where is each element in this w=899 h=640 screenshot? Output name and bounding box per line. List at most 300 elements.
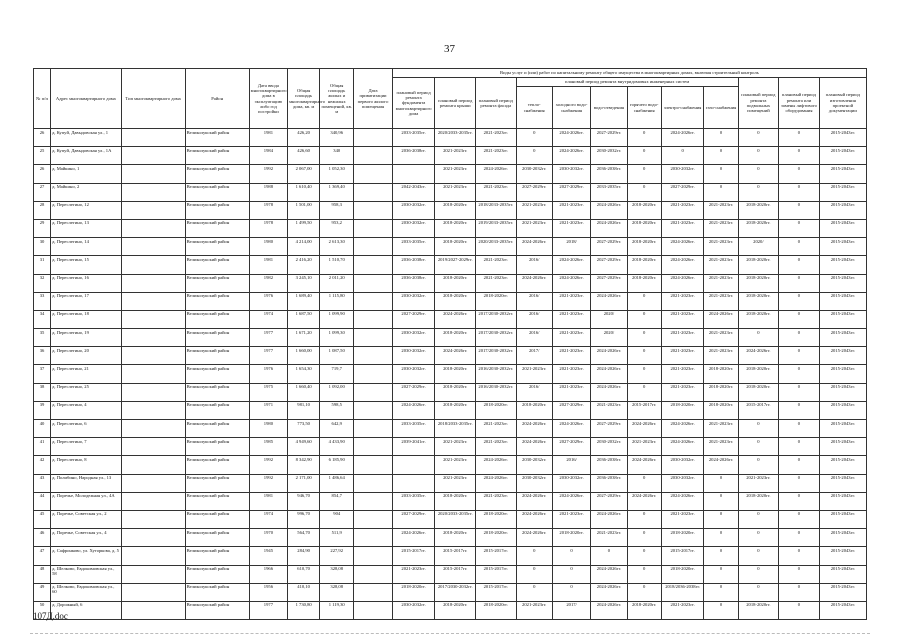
table-cell: 1966 [249, 565, 287, 583]
header-residential-area: Общая площадь жилых и нежилых помещений, кв. м [320, 69, 354, 129]
table-cell: 2015-2043гг. [819, 492, 866, 510]
page-number: 37 [444, 43, 455, 55]
table-cell: 0 [738, 456, 779, 474]
table-cell: 0 [704, 547, 738, 565]
table-cell: 0 [738, 165, 779, 183]
table-cell: 2015-2017гг. [661, 547, 704, 565]
table-cell [354, 165, 392, 183]
table-cell: 2018-2020гг. [435, 219, 476, 237]
table-cell: Великолукский район [185, 201, 249, 219]
header-facade: плановый период ремонта фасада [476, 78, 517, 129]
table-cell: 2036-2038гг. [591, 456, 627, 474]
table-cell: 2030-2032гг. [392, 219, 435, 237]
table-cell: 2027-2029гг. [552, 183, 590, 201]
table-cell: 1988 [249, 183, 287, 201]
table-cell: 2018/2033-2035гг. [435, 420, 476, 438]
table-cell: Великолукский район [185, 256, 249, 274]
table-row [34, 438, 867, 456]
table-cell: 2018-2020гг. [738, 492, 779, 510]
table-cell [354, 310, 392, 328]
table-cell: 1 501,00 [288, 201, 320, 219]
table-cell: 2021-2023гг. [661, 347, 704, 365]
table-cell: 2018-2020гг. [435, 292, 476, 310]
table-cell [354, 292, 392, 310]
table-cell: д. Переслегино, 12 [51, 201, 121, 219]
header-gas: газо-снабжения [704, 87, 738, 129]
table-cell: 2018-2020гг. [627, 201, 661, 219]
table-cell: д. Полибино, Народная ул., 13 [51, 474, 121, 492]
table-cell: 426,60 [288, 147, 320, 165]
table-cell: Великолукский район [185, 420, 249, 438]
table-cell: 29 [34, 219, 51, 237]
table-cell: 2021-2023гг. [704, 238, 738, 256]
table-cell: 2030-2032гг. [552, 474, 590, 492]
table-cell: 2027-2029гг. [591, 492, 627, 510]
table-cell: 0 [779, 474, 820, 492]
table-cell: 2024-2026гг. [591, 347, 627, 365]
table-cell [121, 420, 185, 438]
table-cell: 2018-2020гг. [435, 529, 476, 547]
table-cell [121, 492, 185, 510]
table-cell: 2021-2023гг. [704, 201, 738, 219]
table-cell: 2015-2043гг. [819, 147, 866, 165]
table-cell [121, 365, 185, 383]
table-cell: 0 [516, 147, 552, 165]
table-cell: 0 [779, 183, 820, 201]
table-cell: 2021-2023гг. [552, 329, 590, 347]
table-cell: 1980 [249, 238, 287, 256]
table-cell: 1982 [249, 274, 287, 292]
table-cell [354, 547, 392, 565]
header-basement: плановый период ремонта подвальных помещений [738, 78, 779, 129]
table-cell: 0 [738, 438, 779, 456]
table-cell: 946,70 [288, 492, 320, 510]
table-cell: 2027-2029гг. [591, 274, 627, 292]
table-cell [354, 147, 392, 165]
table-cell: 2021-2023гг. [435, 456, 476, 474]
table-cell: 2021-2023гг. [552, 201, 590, 219]
table-cell: 2030-2032гг. [552, 165, 590, 183]
table-cell: д. Шелково, Евдокимовская ул., 60 [51, 583, 121, 601]
table-cell: 2030-2032гг. [661, 456, 704, 474]
table-cell: 2018-2020гг. [476, 401, 517, 419]
table-cell: 2021-2023гг. [661, 510, 704, 528]
table-cell: 0 [779, 565, 820, 583]
table-cell: 2015-2043гг. [819, 601, 866, 619]
table-cell: 0 [627, 547, 661, 565]
table-cell: 0 [627, 383, 661, 401]
table-cell: 30 [34, 238, 51, 256]
table-row [34, 529, 867, 547]
table-cell: 2036-2038гг. [392, 256, 435, 274]
table-cell: 0 [738, 583, 779, 601]
table-cell: 2018-2020гг. [627, 219, 661, 237]
table-cell: 2027-2029гг. [591, 256, 627, 274]
table-cell: 0 [627, 129, 661, 147]
table-cell: 2015-2043гг. [819, 583, 866, 601]
table-cell: 2024-2026гг. [591, 510, 627, 528]
table-cell: 2015-2043гг. [819, 238, 866, 256]
table-cell: 2024-2026гг. [516, 529, 552, 547]
table-cell: 2024-2026гг. [476, 474, 517, 492]
table-cell [121, 583, 185, 601]
table-cell: Великолукский район [185, 529, 249, 547]
table-cell [121, 510, 185, 528]
table-cell: 2030-2032гг. [591, 438, 627, 456]
table-cell: 2027-2029гг. [392, 383, 435, 401]
table-cell [354, 510, 392, 528]
table-cell: д. Переслегино, 4 [51, 401, 121, 419]
table-cell: 2024-2026гг. [435, 347, 476, 365]
table-cell: 0 [552, 547, 590, 565]
table-cell: 2017/ [516, 347, 552, 365]
table-cell: 1 369,40 [320, 183, 354, 201]
table-cell: 2024-2026гг. [661, 238, 704, 256]
table-cell [121, 565, 185, 583]
table-cell: 610,70 [288, 565, 320, 583]
table-cell [121, 310, 185, 328]
table-cell: 2036-2038гг. [392, 147, 435, 165]
table-cell: 598,5 [320, 401, 354, 419]
table-cell: 0 [779, 310, 820, 328]
table-cell: 2024-2026гг. [591, 601, 627, 619]
table-cell: 0 [704, 529, 738, 547]
table-cell [121, 601, 185, 619]
table-cell: д. Поречье, Молодежная ул., 4А [51, 492, 121, 510]
table-cell: д. Переслегино, 25 [51, 383, 121, 401]
table-cell: 2024-2026гг. [516, 420, 552, 438]
table-cell: 2015-2043гг. [819, 256, 866, 274]
table-cell: 642,9 [320, 420, 354, 438]
table-cell [121, 274, 185, 292]
table-cell: 2027-2029гг. [392, 510, 435, 528]
table-cell: 2015-2043гг. [819, 347, 866, 365]
table-cell: 2030-2032гг. [661, 474, 704, 492]
header-district: Район [185, 69, 249, 129]
table-cell: 2030-2032гг. [392, 201, 435, 219]
table-cell: 2024-2026гг. [476, 456, 517, 474]
table-cell: 8 342,90 [288, 456, 320, 474]
table-cell: 2018-2020гг. [738, 601, 779, 619]
table-cell: 0 [779, 129, 820, 147]
table-cell: 0 [627, 365, 661, 383]
table-cell [121, 383, 185, 401]
header-num: № п/п [34, 69, 51, 129]
header-heat: тепло-снабжения [516, 87, 552, 129]
table-cell: 2016/ [516, 256, 552, 274]
table-cell: 0 [516, 547, 552, 565]
table-cell: 2030-2032гг. [591, 147, 627, 165]
table-cell: 39 [34, 401, 51, 419]
table-cell: 0 [738, 510, 779, 528]
table-cell: 2021-2023гг. [704, 347, 738, 365]
table-cell: 2015-2043гг. [819, 129, 866, 147]
table-cell: 2033-2035гг. [392, 420, 435, 438]
table-cell: 2021-2023гг. [476, 438, 517, 456]
table-cell: 2027-2029гг. [552, 401, 590, 419]
table-cell: 0 [779, 438, 820, 456]
table-cell: 284,90 [288, 547, 320, 565]
table-cell: 2021-2023гг. [704, 274, 738, 292]
header-year: Дата ввода многоквартирного дома в эксплуатацию либо год постройки [249, 69, 287, 129]
table-cell: 26 [34, 129, 51, 147]
table-cell: 2015-2043гг. [819, 438, 866, 456]
table-cell: 36 [34, 347, 51, 365]
table-cell: 2021-2023гг. [435, 474, 476, 492]
table-cell: 511,9 [320, 529, 354, 547]
table-cell: 2030-2032гг. [516, 165, 552, 183]
table-cell: 0 [704, 165, 738, 183]
table-cell: 0 [779, 456, 820, 474]
table-cell: 2021-2023гг. [435, 165, 476, 183]
table-cell: 34 [34, 310, 51, 328]
table-cell: 1992 [249, 474, 287, 492]
table-cell: 2024-2026гг. [392, 401, 435, 419]
table-cell: Великолукский район [185, 165, 249, 183]
table-cell: 996,70 [288, 510, 320, 528]
table-cell: 46 [34, 529, 51, 547]
table-cell: 2015-2043гг. [819, 510, 866, 528]
table-cell: 2021-2023гг. [704, 219, 738, 237]
table-cell: 45 [34, 510, 51, 528]
table-cell: 2015-2043гг. [819, 420, 866, 438]
table-cell: 2020/ [738, 238, 779, 256]
table-cell: 2018-2020гг. [738, 219, 779, 237]
table-cell: Великолукский район [185, 492, 249, 510]
table-cell: 1981 [249, 129, 287, 147]
table-cell: 2021-2023гг. [704, 438, 738, 456]
table-cell: 2015-2043гг. [819, 547, 866, 565]
table-cell: Великолукский район [185, 474, 249, 492]
table-cell: 0 [627, 310, 661, 328]
table-cell: 1 610,40 [288, 183, 320, 201]
table-cell [121, 219, 185, 237]
table-cell: Великолукский район [185, 456, 249, 474]
table-cell: д. Купуй, Давыдовская ул., 1 [51, 129, 121, 147]
table-cell: 6 185,90 [320, 456, 354, 474]
table-cell: 2039-2041гг. [392, 438, 435, 456]
table-cell: д. Переслегино, 19 [51, 329, 121, 347]
table-cell: д. Майкино, 1 [51, 165, 121, 183]
table-cell: Великолукский район [185, 401, 249, 419]
table-cell: Великолукский район [185, 129, 249, 147]
table-cell: 2015-2043гг. [819, 292, 866, 310]
table-cell: Великолукский район [185, 292, 249, 310]
table-cell [121, 438, 185, 456]
table-cell: 2 416,20 [288, 256, 320, 274]
table-cell [354, 256, 392, 274]
table-cell: 2021-2023гг. [476, 274, 517, 292]
table-cell: 2015-2043гг. [819, 165, 866, 183]
table-cell: Великолукский район [185, 583, 249, 601]
table-cell: 2018-2020гг. [476, 529, 517, 547]
table-cell: 2 171,00 [288, 474, 320, 492]
header-sewer: водо-отведения [591, 87, 627, 129]
table-cell: 0 [591, 547, 627, 565]
table-cell: 2018-2020гг. [704, 365, 738, 383]
table-cell: 2024-2026гг. [661, 420, 704, 438]
table-cell: 2021-2023гг. [516, 601, 552, 619]
table-cell: 2018-2020гг. [661, 401, 704, 419]
table-cell: 2021-2023гг. [661, 310, 704, 328]
table-cell: 49 [34, 583, 51, 601]
table-row [34, 183, 867, 201]
table-cell: 2021-2023гг. [435, 438, 476, 456]
table-cell: 40 [34, 420, 51, 438]
table-cell: 2021-2023гг. [661, 365, 704, 383]
page-edge-divider [30, 633, 870, 634]
table-cell [121, 147, 185, 165]
table-cell: 2015-2043гг. [819, 474, 866, 492]
table-cell: 2015-2043гг. [819, 183, 866, 201]
table-cell: 0 [779, 492, 820, 510]
table-cell: 0 [738, 329, 779, 347]
header-hot-water: горячего водо-снабжения [627, 87, 661, 129]
table-cell: 2020/2033-2035гг. [435, 510, 476, 528]
table-cell: 953,2 [320, 219, 354, 237]
table-cell: 48 [34, 565, 51, 583]
table-cell: 2018-2020гг. [738, 292, 779, 310]
table-cell: 2017/ [552, 601, 590, 619]
table-cell: 2015-2043гг. [819, 529, 866, 547]
table-cell: 2021-2023гг. [704, 256, 738, 274]
table-cell: 2020/2033-2035гг. [476, 238, 517, 256]
table-cell: 2016/ [516, 292, 552, 310]
table-cell: 2018-2020гг. [627, 274, 661, 292]
table-cell: д. Переслегино, 13 [51, 219, 121, 237]
table-cell: 1 115,80 [320, 292, 354, 310]
table-cell: 0 [704, 510, 738, 528]
table-cell: 2024-2026гг. [552, 420, 590, 438]
table-cell: 2016/ [516, 383, 552, 401]
table-cell: 25 [34, 147, 51, 165]
header-cold-water: холодного водо-снабжения [552, 87, 590, 129]
table-cell [354, 565, 392, 583]
table-cell: 2042-2043гг. [392, 183, 435, 201]
table-cell: 2018-2020гг. [704, 383, 738, 401]
file-name-footer: 107Д.doc [33, 611, 68, 621]
table-cell: Великолукский район [185, 219, 249, 237]
table-body [34, 129, 867, 620]
table-cell: 1992 [249, 165, 287, 183]
table-cell: 2021-2023гг. [552, 219, 590, 237]
table-cell: д. Поречье, Советская ул., 2 [51, 510, 121, 528]
table-row [34, 274, 867, 292]
table-cell [121, 183, 185, 201]
table-cell: 0 [704, 492, 738, 510]
table-cell: 2021-2023гг. [704, 329, 738, 347]
table-row [34, 510, 867, 528]
table-cell: 2033-2035гг. [392, 129, 435, 147]
table-cell: 0 [738, 420, 779, 438]
table-cell: 328,08 [320, 565, 354, 583]
table-cell: 0 [779, 583, 820, 601]
table-cell: 2024-2026гг. [552, 492, 590, 510]
table-cell: 2021-2023гг. [661, 219, 704, 237]
table-row [34, 583, 867, 601]
table-cell: 0 [627, 474, 661, 492]
table-cell [121, 129, 185, 147]
table-cell [354, 238, 392, 256]
table-cell: 2018-2020гг. [516, 401, 552, 419]
table-cell: 0 [779, 274, 820, 292]
header-foundation: плановый период ремонта фундамента многоквартирного дома [392, 78, 435, 129]
table-cell: 26 [34, 165, 51, 183]
table-cell: 2030-2032гг. [392, 292, 435, 310]
table-cell: 227,92 [320, 547, 354, 565]
table-cell: 2015-2043гг. [819, 219, 866, 237]
table-cell: 2021-2023гг. [476, 183, 517, 201]
table-row [34, 401, 867, 419]
table-cell [354, 365, 392, 383]
table-row [34, 474, 867, 492]
table-cell: д. Шелково, Евдокимовская ул., 58 [51, 565, 121, 583]
table-cell: 2024-2026гг. [591, 219, 627, 237]
table-cell: 2021-2023гг. [552, 310, 590, 328]
table-cell: 0 [627, 347, 661, 365]
table-cell: 2021-2023гг. [516, 219, 552, 237]
table-cell [121, 456, 185, 474]
table-cell: 0 [779, 147, 820, 165]
table-cell: 0 [627, 292, 661, 310]
table-cell: 2015-2043гг. [819, 565, 866, 583]
table-row [34, 365, 867, 383]
table-cell: 2020/ [591, 329, 627, 347]
table-cell: 2015-2043гг. [819, 383, 866, 401]
table-cell: 0 [738, 129, 779, 147]
table-cell: 50 [34, 601, 51, 619]
table-cell: Великолукский район [185, 383, 249, 401]
table-cell: 2021-2023гг. [591, 401, 627, 419]
table-cell: 0 [704, 601, 738, 619]
table-cell: 2024-2026гг. [516, 238, 552, 256]
table-cell: 2030-2032гг. [516, 456, 552, 474]
table-cell: 2024-2026гг. [552, 274, 590, 292]
table-cell: 2015-2017гг. [627, 401, 661, 419]
table-cell: 1 689,40 [288, 292, 320, 310]
table-cell: 0 [779, 365, 820, 383]
table-cell: 2018-2020гг. [435, 401, 476, 419]
table-cell: 2027-2029гг. [591, 238, 627, 256]
table-cell: 340 [320, 147, 354, 165]
table-cell: 0 [704, 129, 738, 147]
table-cell [354, 383, 392, 401]
header-engineering-group: плановый период ремонта внутридомовых инженерных систем [516, 78, 738, 87]
table-cell: 2018-2020гг. [435, 238, 476, 256]
table-cell [354, 583, 392, 601]
table-cell: 2021-2023гг. [552, 365, 590, 383]
table-cell [354, 347, 392, 365]
table-cell [121, 256, 185, 274]
table-cell: 2018-2020гг. [435, 601, 476, 619]
table-cell: 2019/2027-2029гг. [435, 256, 476, 274]
table-cell: 2018/2033-2035гг. [476, 201, 517, 219]
table-cell [121, 238, 185, 256]
table-cell: 2033-2035гг. [392, 492, 435, 510]
table-cell [392, 474, 435, 492]
table-cell: 1 660,00 [288, 347, 320, 365]
table-cell [354, 529, 392, 547]
table-cell: 2024-2026гг. [516, 492, 552, 510]
table-row [34, 492, 867, 510]
table-cell: 0 [779, 292, 820, 310]
table-cell: 2024-2026гг. [661, 492, 704, 510]
table-cell: 2030-2032гг. [392, 329, 435, 347]
table-cell: 2018-2020гг. [435, 492, 476, 510]
table-cell: 2018-2020гг. [738, 201, 779, 219]
table-cell: д. Переслегино, 15 [51, 256, 121, 274]
table-cell: 2021-2023гг. [476, 147, 517, 165]
